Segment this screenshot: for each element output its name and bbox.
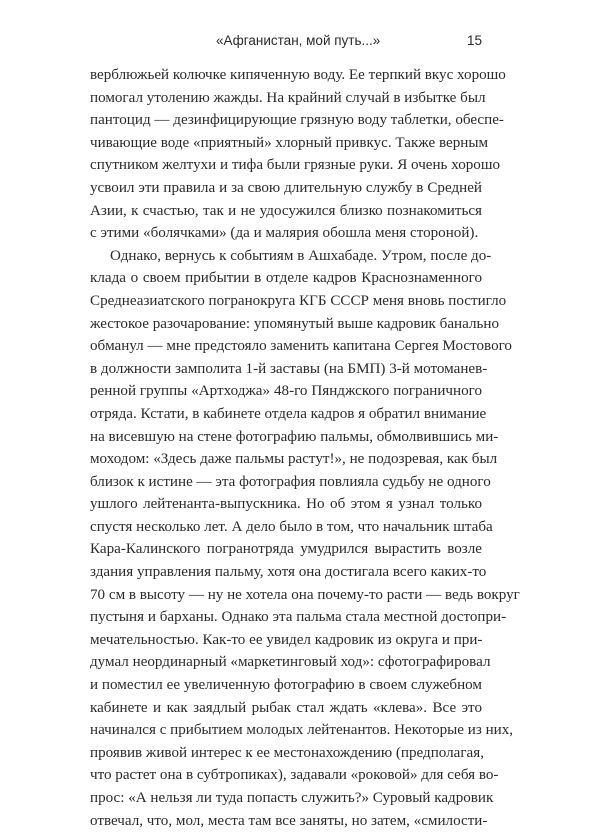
page-number: 15 xyxy=(466,33,482,48)
text-line: Азии, к счастью, так и не удосужился близко познакомиться xyxy=(90,202,482,219)
text-line: моходом: «Здесь даже пальмы растут!», не подозревая, как был xyxy=(90,451,498,468)
text-line: пустыня и барханы. Однако эта пальма стала местной достопри- xyxy=(90,609,507,626)
text-line: близок к истине — эта фотография повлияла судьбу не одного xyxy=(90,473,491,490)
text-line: клада о своем прибытии в отделе кадров Краснознаменного xyxy=(90,270,482,287)
text-line: усвоил эти правила и за свою длительную службу в Средней xyxy=(90,179,482,196)
text-line: спутником желтухи и тифа были грязные руки. Я очень хорошо xyxy=(90,157,500,174)
paragraph-start-line: Однако, вернусь к событиям в Ашхабаде. Утром, после до- xyxy=(110,247,492,264)
text-line: здания управления пальму, хотя она достигала всего каких-то xyxy=(90,564,487,581)
text-line: верблюжьей колючке кипяченную воду. Ее терпкий вкус хорошо xyxy=(90,67,506,83)
body-text xyxy=(90,64,520,832)
text-line: на висевшую на стене фотографию пальмы, обмолвившись ми- xyxy=(90,428,499,445)
running-header xyxy=(88,33,482,53)
text-line: Среднеазиатского погранокруга КГБ СССР меня вновь постигло xyxy=(90,292,507,309)
text-line: мечательностью. Как-то ее увидел кадровик из округа и при- xyxy=(90,631,483,648)
text-line: с этими «болячками» (да и малярия обошла меня стороной). xyxy=(90,225,479,242)
text-line: думал неординарный «маркетинговый ход»: сфотографировал xyxy=(90,654,491,671)
text-line: отряда. Кстати, в кабинете отдела кадров я обратил внимание xyxy=(90,405,487,422)
text-line: 70 см в высоту — ну не хотела она почему-то расти — ведь вокруг xyxy=(90,586,520,603)
text-line: чивающие воде «приятный» хлорный привкус. Также верным xyxy=(90,134,489,151)
text-line: прос: «А нельзя ли туда попасть служить?» Суровый кадровик xyxy=(90,790,494,806)
text-line: проявив живой интерес к ее местонахождению (предполагая, xyxy=(90,744,484,761)
text-line: помогал утолению жажды. На крайний случай в избытке был xyxy=(90,89,486,106)
text-line: спустя несколько лет. А дело было в том, что начальник штаба xyxy=(90,518,493,535)
text-line: что растет она в субтропиках), задавали «роковой» для себя во- xyxy=(90,767,499,784)
text-line: Кара-Калинского погранотряда умудрился вырастить возле xyxy=(90,541,482,558)
text-line: отвечал, что, мол, места там все заняты, но затем, «смилости- xyxy=(90,812,488,829)
text-line: обманул — мне предстояло заменить капитана Сергея Мостового xyxy=(90,338,512,355)
text-line: ушлого лейтенанта-выпускника. Но об этом я узнал только xyxy=(90,496,482,513)
text-line: начинался с прибытием молодых лейтенантов. Некоторые из них, xyxy=(90,722,514,739)
running-title: «Афганистан, мой путь...» xyxy=(216,33,381,48)
text-line: в должности замполита 1-й заставы (на БМП) 3-й мотоманев- xyxy=(90,360,488,377)
text-line: жестокое разочарование: упомянутый выше кадровик банально xyxy=(90,315,499,332)
text-line: ренной группы «Артходжа» 48-го Пянджского пограничного xyxy=(90,383,482,400)
text-line: и поместил ее увеличенную фотографию в своем служебном xyxy=(90,677,482,694)
text-line: кабинете и как заядлый рыбак стал ждать «клева». Все это xyxy=(90,699,482,716)
text-line: пантоцид — дезинфицирующие грязную воду таблетки, обеспе- xyxy=(90,112,504,129)
